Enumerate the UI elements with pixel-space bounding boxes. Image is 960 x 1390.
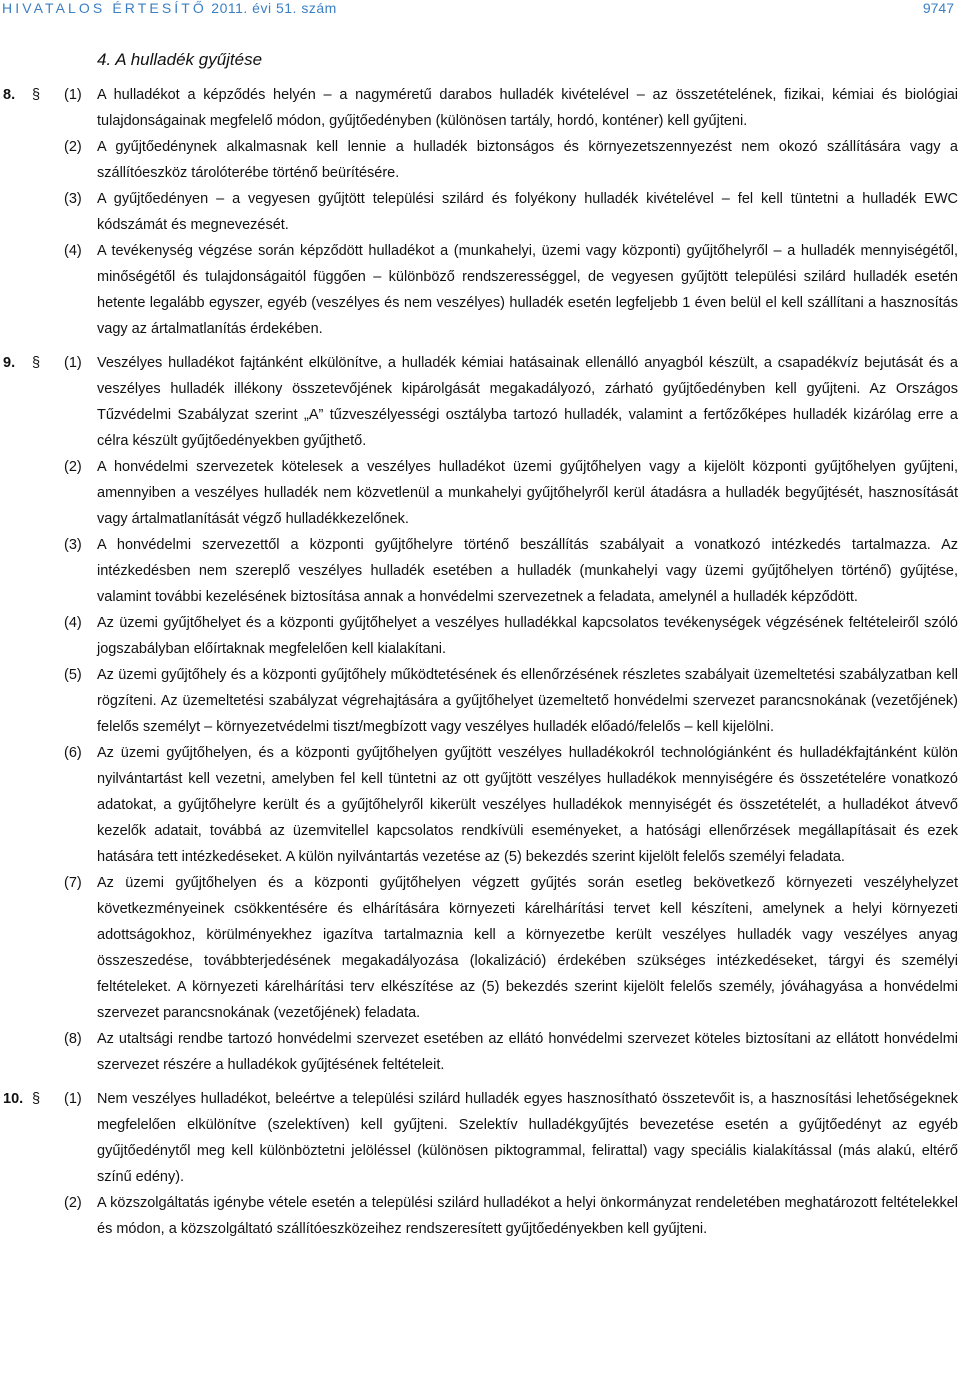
paragraph [0,134,960,186]
paragraph [0,454,960,532]
section-sign: § [32,87,41,103]
chapter-heading: 4. A hulladék gyűjtése [97,50,263,69]
paragraph [0,1086,960,1190]
paragraph-text: Nem veszélyes hulladékot, beleértve a települési szilárd hulladék egyes hasznosítható összetevőit is, a hasznosítási lehetőségeknek megfelelően elkülönítve (szelektíven) kell gyűjteni. Szelektív hulladékgyűjtés bevezetése esetén a gyűjtőedényt az egyéb gyűjtőedénytől meg kell különböztetni jelöléssel (különösen piktogrammal, felirattal) vagy speciális kialakítással (más alakú, eltérő színű edény). [97,1091,958,1185]
paragraph-text: Az üzemi gyűjtőhely és a központi gyűjtőhely működtetésének és ellenőrzésének részletes szabályait üzemeltetési szabályzatban kell rögzíteni. Az üzemeltetési szabályzat végrehajtására a gyűjtőhelyet üzemeltető honvédelmi szervezet parancsnokának (vezetőjének) felelős személyt – környezetvédelmi tiszt/megbízott vagy veszélyes hulladék előadó/felelős – kell kijelölni. [97,667,958,735]
paragraph [0,1190,960,1242]
document-body [0,82,960,1242]
paragraph-number: (1) [64,1091,82,1107]
paragraph-number: (2) [64,139,82,155]
paragraph-text: A gyűjtőedényen – a vegyesen gyűjtött települési szilárd és folyékony hulladék kivételével – fel kell tüntetni a hulladék EWC kódszámát és megnevezését. [97,191,958,233]
section-gap [0,342,960,350]
section-number: 10. [3,1091,24,1107]
header-left [2,0,337,16]
paragraph-number: (8) [64,1031,82,1047]
paragraph-text: A tevékenység végzése során képződött hulladékot a (munkahelyi, üzemi vagy központi) gyűjtőhelyről – a hulladék mennyiségétől, minőségétől és tulajdonságaitól függően – különböző rendszerességgel, de vegyesen gyűjtött települési szilárd hulladék esetén hetente legalább egyszer, egyéb (veszélyes és nem veszélyes) hulladék esetén legfeljebb 1 éven belül el kell szállítani a hasznosítás vagy az ártalmatlanítás érdekében. [97,243,958,337]
paragraph-text: Az üzemi gyűjtőhelyen, és a központi gyűjtőhelyen gyűjtött veszélyes hulladékokról technológiánként és hulladékfajtánként külön nyilvántartást kell vezetni, amelyben fel kell tüntetni az ott gyűjtött veszélyes hulladékok mennyiségére és összetételére vonatkozó adatokat, a gyűjtőhelyre került és a gyűjtőhelyről kikerült veszélyes hulladékok mennyiségét és összetételét, a hulladékot átvevő kezelők adatait, továbbá az üzemvitellel kapcsolatos rendkívüli eseményeket, a hatósági ellenőrzések megállapításait és ezek hatására tett intézkedéseket. A külön nyilvántartás vezetése az (5) bekezdés szerint kijelölt felelős személyi feladata. [97,745,958,865]
paragraph-number: (3) [64,191,82,207]
paragraph-text: Az üzemi gyűjtőhelyen és a központi gyűjtőhelyen végzett gyűjtés során esetleg bekövetkező környezeti veszélyhelyzet következményeinek csökkentésére és elhárítására környezeti kárelhárítási tervet kell készíteni, amelynek a helyi környezeti adottságokhoz, körülményekhez igazítva tartalmaznia kell a környezetbe került veszélyes hulladék vagy veszélyes anyag összeszedése, továbbterjedésének megakadályozása (lokalizáció) érdekében szükséges intézkedéseket, tárgyi és személyi feltételeket. A környezeti kárelhárítási terv elkészítése az (5) bekezdés szerint kijelölt felelős személy, jóváhagyása a honvédelmi szervezet parancsnokának (vezetőjének) feladata. [97,875,958,1021]
section [0,82,960,342]
paragraph [0,186,960,238]
paragraph-text: Veszélyes hulladékot fajtánként elkülönítve, a hulladék kémiai hatásainak ellenálló anyagból készült, a csapadékvíz bejutását és a veszélyes hulladék illékony összetevőjének kipárolgását megakadályozó, zárható gyűjtőedényben kell gyűjteni. Az Országos Tűzvédelmi Szabályzat szerint „A” tűzveszélyességi osztályba tartozó hulladék, valamint a fertőzőképes hulladék kizárólag erre a célra készült gyűjtőedényekben gyűjthető. [97,355,958,449]
paragraph-text: A közszolgáltatás igénybe vétele esetén a települési szilárd hulladékot a helyi önkormányzat rendeletében meghatározott feltételekkel és módon, a közszolgáltató szállítóeszközeihez rendszeresített gyűjtőedényekben kell gyűjteni. [97,1195,958,1237]
paragraph-number: (4) [64,615,82,631]
paragraph [0,82,960,134]
paragraph-text: Az üzemi gyűjtőhelyet és a központi gyűjtőhelyet a veszélyes hulladékkal kapcsolatos tevékenységek végzésének feltételeiről szóló jogszabályban előírtaknak megfelelően kell kialakítani. [97,615,958,657]
paragraph-number: (2) [64,1195,82,1211]
paragraph [0,870,960,1026]
paragraph-text: A gyűjtőedénynek alkalmasnak kell lennie a hulladék biztonságos és környezetszennyezést nem okozó szállítására vagy a szállítóeszköz tárolóterébe történő beürítésére. [97,139,958,181]
paragraph-number: (4) [64,243,82,259]
section-sign: § [32,355,41,371]
page-header [0,0,960,22]
paragraph-text: A hulladékot a képződés helyén – a nagyméretű darabos hulladék kivételével – az összetételének, fizikai, kémiai és biológiai tulajdonságainak megfelelő módon, gyűjtőedényben (különösen tartály, hordó, konténer) kell gyűjteni. [97,87,958,129]
paragraph-text: A honvédelmi szervezetek kötelesek a veszélyes hulladékot üzemi gyűjtőhelyen vagy a kijelölt központi gyűjtőhelyen gyűjteni, amennyiben a veszélyes hulladék nem közvetlenül a munkahelyi gyűjtőhelyről kerül átadásra a hulladék begyűjtését, hasznosítását vagy ártalmatlanítását végző hulladékkezelőnek. [97,459,958,527]
section-number: 8. [3,87,16,103]
paragraph [0,662,960,740]
paragraph-number: (1) [64,355,82,371]
section [0,350,960,1078]
paragraph-number: (1) [64,87,82,103]
section-gap [0,1078,960,1086]
paragraph-number: (2) [64,459,82,475]
section-number: 9. [3,355,16,371]
section-sign: § [32,1091,41,1107]
paragraph [0,350,960,454]
paragraph-text: A honvédelmi szervezettől a központi gyűjtőhelyre történő beszállítás szabályait a vonatkozó intézkedés tartalmazza. Az intézkedésben nem szereplő veszélyes hulladék esetében a hulladék (munkahelyi vagy üzemi gyűjtőhelyen történő) gyűjtése, valamint további kezelésének biztosítása annak a honvédelmi szervezetnek a feladata, amelynél a hulladék képződött. [97,537,958,605]
paragraph [0,610,960,662]
paragraph [0,740,960,870]
issue-label: 2011. évi 51. szám [211,0,337,16]
paragraph [0,532,960,610]
page-number: 9747 [922,0,954,16]
paragraph [0,238,960,342]
paragraph-number: (6) [64,745,82,761]
paragraph-number: (3) [64,537,82,553]
paragraph-text: Az utaltsági rendbe tartozó honvédelmi szervezet esetében az ellátó honvédelmi szervezet köteles biztosítani az ellátott honvédelmi szervezet részére a hulladékok gyűjtésének feltételeit. [97,1031,958,1073]
publication-title: HIVATALOS ÉRTESÍTŐ [2,0,207,16]
paragraph-number: (7) [64,875,82,891]
section [0,1086,960,1242]
paragraph [0,1026,960,1078]
paragraph-number: (5) [64,667,82,683]
